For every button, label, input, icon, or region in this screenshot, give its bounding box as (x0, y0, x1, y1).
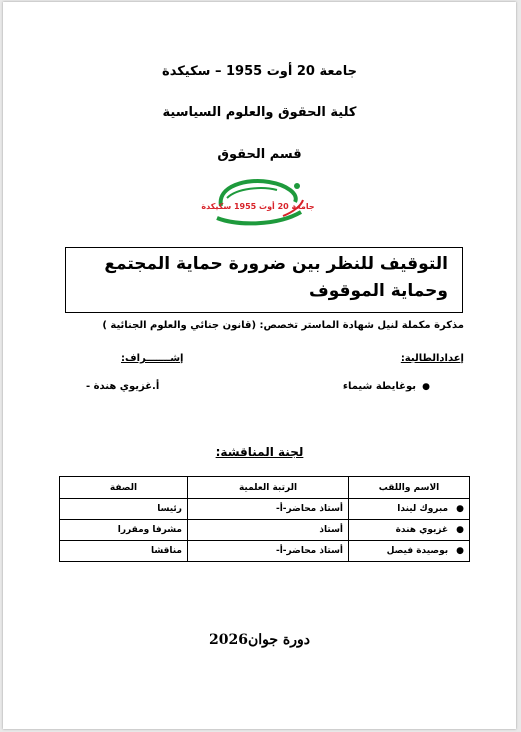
member-name-cell (349, 520, 470, 541)
member-role: مشرفا ومقررا (60, 520, 188, 541)
member-name: غزيوي هندة (395, 525, 449, 535)
document-page (3, 2, 516, 729)
supervisor-label: إشـــــــراف: (121, 353, 184, 364)
student-label: إعدادالطالبة: (400, 353, 464, 364)
university-logo (201, 176, 315, 232)
member-rank: أستاذ محاضر-أ- (188, 541, 349, 562)
thesis-title-line1: التوقيف للنظر بين ضرورة حماية المجتمع (104, 254, 448, 274)
supervisor-name: أ.غزيوي هندة - (86, 381, 160, 392)
member-name-cell (349, 541, 470, 562)
member-rank: أستاذ محاضر-أ- (188, 499, 349, 520)
header-name: الاسم واللقب (349, 477, 470, 499)
member-name-cell (349, 499, 470, 520)
university-name: جامعة 20 أوت 1955 – سكيكدة (162, 64, 357, 79)
header-rank: الرتبة العلمية (188, 477, 349, 499)
member-name: مبروك ليندا (397, 504, 449, 514)
bullet-icon: ● (456, 546, 464, 556)
logo-text: جامعة 20 أوت 1955 سكيكدة (201, 202, 315, 211)
committee-table (59, 476, 470, 562)
member-role: رئيسا (60, 499, 188, 520)
faculty-name: كلية الحقوق والعلوم السياسية (162, 105, 357, 120)
memo-description: مذكرة مكملة لنيل شهادة الماستر تخصص: (قانون جنائي والعلوم الجنائية ) (102, 320, 464, 331)
header-role: الصفة (60, 477, 188, 499)
committee-title: لجنة المناقشة: (215, 445, 304, 459)
session-date: دورة جوان2026 (209, 632, 310, 648)
bullet-icon: ● (456, 504, 464, 514)
table-row (60, 499, 470, 520)
student-bullet: ● (422, 382, 430, 392)
table-row (60, 520, 470, 541)
student-name: بوغايطة شيماء (342, 381, 416, 392)
member-rank: أستاذ (188, 520, 349, 541)
bullet-icon: ● (456, 525, 464, 535)
table-header-row (60, 477, 470, 499)
member-role: مناقشا (60, 541, 188, 562)
department-name: قسم الحقوق (217, 147, 302, 162)
thesis-title-box (65, 247, 463, 313)
table-row (60, 541, 470, 562)
thesis-title-line2: وحماية الموقوف (308, 281, 448, 301)
member-name: بوصيدة فيصل (386, 546, 449, 556)
